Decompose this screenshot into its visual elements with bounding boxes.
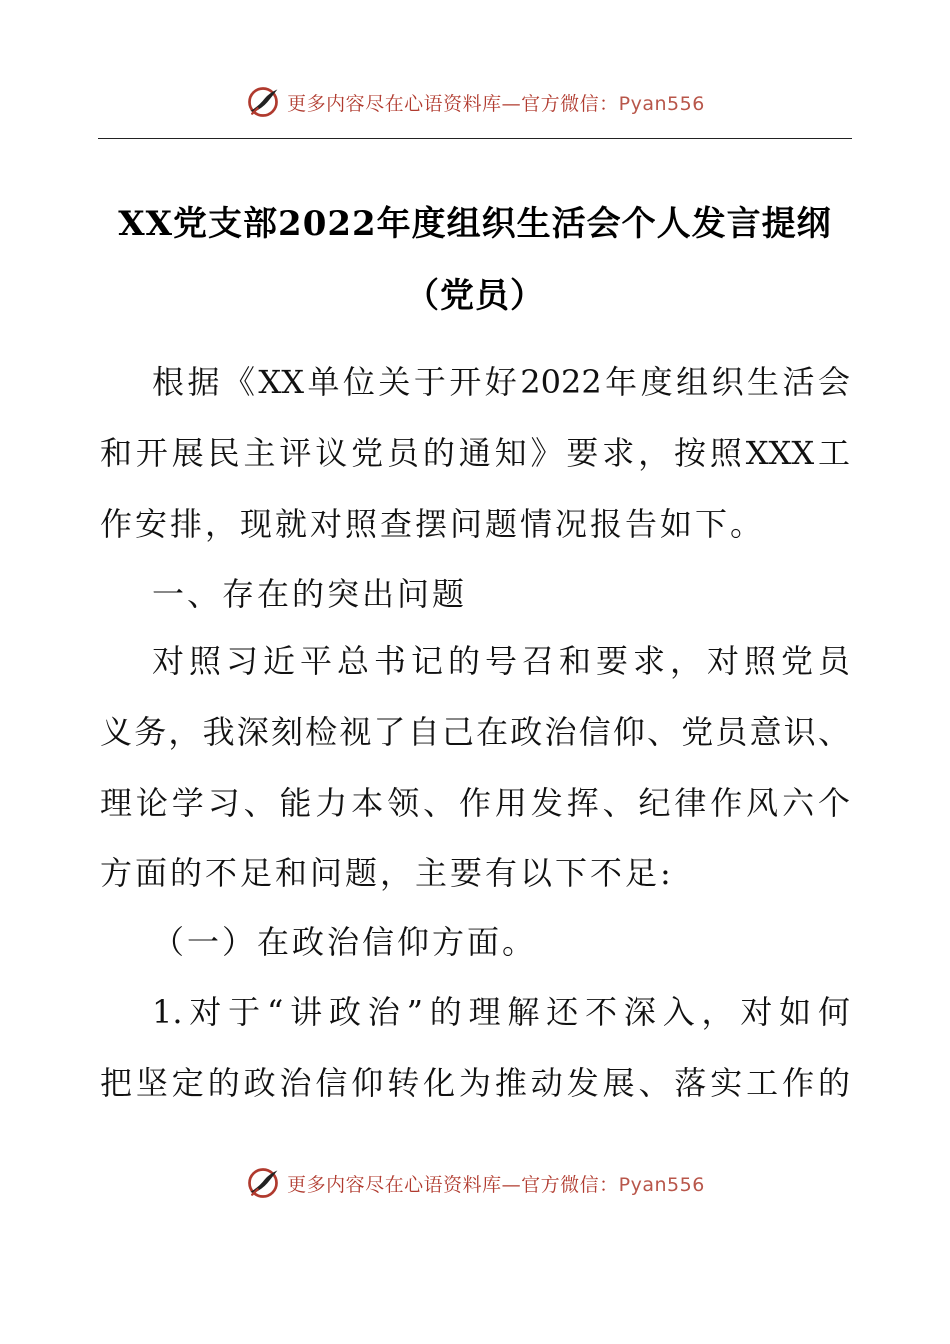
document-title: XX党支部2022年度组织生活会个人发言提纲 [118,204,832,244]
paragraph-line: 1.对于“讲政治”的理解还不深入，对如何 [152,993,850,1031]
paragraph-line: 理论学习、能力本领、作用发挥、纪律作风六个 [100,784,850,822]
section-heading: 一、存在的突出问题 [152,575,468,613]
header-banner-text: 更多内容尽在心语资料库—官方微信：Pyan556 [287,92,705,115]
document-subtitle: （党员） [405,276,545,316]
header-banner [0,80,950,124]
quill-circle-logo-icon [245,1165,281,1201]
footer-banner [0,1161,950,1205]
subsection-heading: （一）在政治信仰方面。 [152,923,538,961]
paragraph-line: 根据《XX单位关于开好2022年度组织生活会 [152,363,850,401]
footer-banner-text: 更多内容尽在心语资料库—官方微信：Pyan556 [287,1173,705,1196]
header-divider [98,138,852,139]
paragraph-line: 作安排，现就对照查摆问题情况报告如下。 [100,505,766,543]
paragraph-line: 把坚定的政治信仰转化为推动发展、落实工作的 [100,1064,850,1102]
paragraph-line: 义务，我深刻检视了自己在政治信仰、党员意识、 [100,713,850,751]
paragraph-line: 对照习近平总书记的号召和要求，对照党员 [152,642,850,680]
quill-circle-logo-icon [245,84,281,120]
paragraph-line: 和开展民主评议党员的通知》要求，按照XXX工 [100,434,850,472]
paragraph-line: 方面的不足和问题，主要有以下不足: [100,854,674,892]
